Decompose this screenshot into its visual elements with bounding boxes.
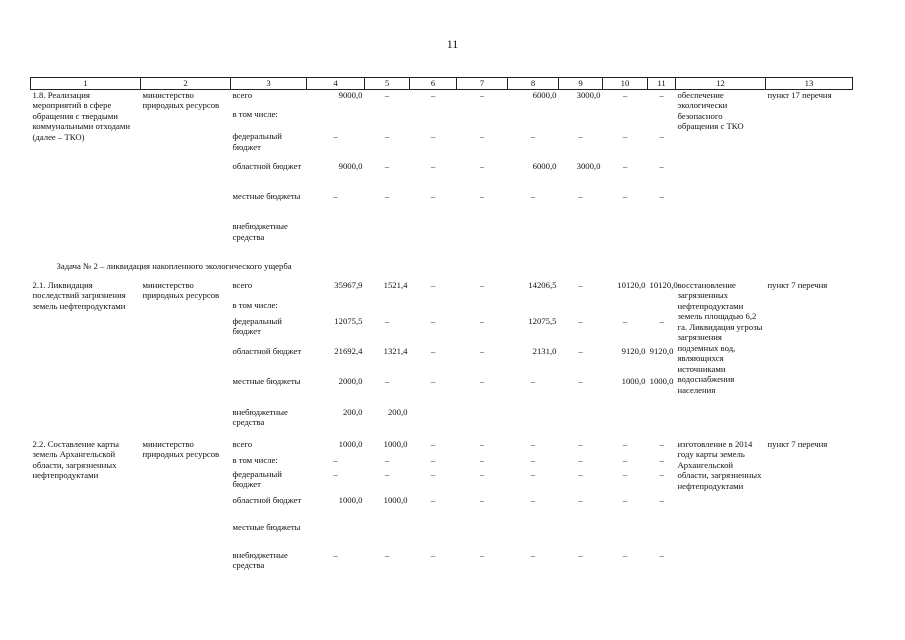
funding-value: 1000,0 <box>383 438 408 449</box>
funding-value: 9000,0 <box>338 89 363 100</box>
funding-value: – <box>384 454 390 465</box>
funding-value <box>410 221 457 253</box>
funding-value <box>648 407 676 439</box>
funding-value: 2131,0 <box>532 345 557 356</box>
measure-name: 2.2. Составление карты земель Архангельской области, загрязненных нефтепродуктами <box>32 438 119 480</box>
column-header: 1 <box>31 78 141 90</box>
funding-value: – <box>479 549 485 560</box>
task-2-heading: Задача № 2 – ликвидация накопленного экологического ущерба <box>56 261 292 271</box>
funding-value: – <box>578 438 583 449</box>
funding-value: – <box>530 454 536 465</box>
expected-result: изготовление в 2014 году карты земель Архангельской области, загрязненных нефтепродуктами <box>677 438 762 491</box>
funding-value <box>365 221 410 253</box>
funding-value: – <box>530 549 536 560</box>
funding-value: 12075,5 <box>334 315 363 326</box>
funding-value: 1000,0 <box>649 375 674 386</box>
funding-value <box>603 221 648 253</box>
funding-value: – <box>578 494 583 505</box>
funding-value: – <box>530 191 536 201</box>
funding-value: 200,0 <box>342 406 363 417</box>
funding-source: внебюджетные средства <box>232 549 288 570</box>
funding-source: всего <box>232 279 253 290</box>
funding-value: – <box>659 549 664 560</box>
funding-value: – <box>530 131 536 141</box>
funding-value: 14206,5 <box>528 279 557 290</box>
funding-source: областной бюджет <box>232 345 302 356</box>
funding-value <box>457 300 508 316</box>
funding-value <box>410 522 457 550</box>
funding-source: федеральный бюджет <box>232 131 282 152</box>
funding-value: – <box>384 161 390 171</box>
funding-value: – <box>479 375 485 386</box>
funding-value: – <box>530 375 536 386</box>
funding-value <box>508 300 559 316</box>
funding-row <box>31 280 853 300</box>
funding-value <box>559 221 603 253</box>
funding-value: 1000,0 <box>338 438 363 449</box>
executor-name: министерство природных ресурсов <box>142 438 220 459</box>
funding-value: – <box>479 468 485 479</box>
funding-value: 1000,0 <box>338 494 363 505</box>
funding-value: – <box>333 191 338 201</box>
funding-value: – <box>622 161 628 171</box>
funding-value: – <box>430 315 436 326</box>
funding-value: – <box>479 438 485 449</box>
funding-value <box>603 300 648 316</box>
funding-value: – <box>578 468 583 479</box>
column-header: 7 <box>457 78 508 90</box>
funding-value: – <box>479 345 485 356</box>
funding-value <box>457 109 508 131</box>
funding-value: – <box>479 494 485 505</box>
funding-value <box>559 522 603 550</box>
funding-value <box>648 522 676 550</box>
funding-value <box>603 407 648 439</box>
funding-value: – <box>430 345 436 356</box>
funding-value: – <box>430 131 436 141</box>
funding-value: – <box>384 191 390 201</box>
funding-value <box>508 407 559 439</box>
funding-value: – <box>430 89 436 100</box>
funding-value: – <box>622 438 628 449</box>
measure-section-2-1 <box>31 280 853 439</box>
funding-value: – <box>430 454 436 465</box>
funding-value: – <box>659 161 664 171</box>
funding-value <box>648 300 676 316</box>
funding-value: 2000,0 <box>338 375 363 386</box>
funding-value <box>307 109 365 131</box>
column-number-row <box>31 78 853 90</box>
column-header: 13 <box>766 78 853 90</box>
funding-value <box>307 300 365 316</box>
funding-value: – <box>333 454 338 465</box>
page-number: 11 <box>446 37 459 51</box>
funding-value: 9000,0 <box>338 161 363 171</box>
funding-value: – <box>479 315 485 326</box>
funding-value: – <box>430 468 436 479</box>
funding-value: – <box>578 454 583 465</box>
executor-name: министерство природных ресурсов <box>142 89 220 110</box>
funding-source: местные бюджеты <box>232 375 301 386</box>
funding-value <box>648 221 676 253</box>
column-header: 4 <box>307 78 365 90</box>
funding-value: – <box>578 131 583 141</box>
column-header: 10 <box>603 78 648 90</box>
funding-source: федеральный бюджет <box>232 468 282 489</box>
funding-value: 9120,0 <box>649 345 674 356</box>
funding-value: – <box>622 191 628 201</box>
funding-value: 6000,0 <box>532 161 557 171</box>
funding-value <box>603 522 648 550</box>
funding-row <box>31 439 853 455</box>
funding-value: – <box>622 315 628 326</box>
funding-source: местные бюджеты <box>232 191 301 201</box>
funding-value: – <box>578 375 583 386</box>
funding-value: – <box>659 131 664 141</box>
funding-value <box>508 522 559 550</box>
funding-value: – <box>530 494 536 505</box>
funding-value <box>307 522 365 550</box>
funding-value <box>508 221 559 253</box>
funding-value: – <box>430 549 436 560</box>
column-header: 3 <box>231 78 307 90</box>
funding-value: 10120,0 <box>617 279 646 290</box>
funding-value: 1000,0 <box>383 494 408 505</box>
funding-value: – <box>430 375 436 386</box>
funding-value <box>559 407 603 439</box>
funding-value: – <box>530 468 536 479</box>
funding-value: – <box>530 438 536 449</box>
funding-value: – <box>430 191 436 201</box>
funding-value <box>410 407 457 439</box>
column-header: 9 <box>559 78 603 90</box>
funding-source: областной бюджет <box>232 161 302 171</box>
reference: пункт 7 перечня <box>767 438 828 449</box>
funding-source: в том числе: <box>232 109 278 119</box>
funding-value: 35967,9 <box>334 279 363 290</box>
funding-value: – <box>384 89 390 100</box>
reference: пункт 7 перечня <box>767 279 828 290</box>
funding-value: – <box>578 191 583 201</box>
funding-source: местные бюджеты <box>232 521 301 532</box>
funding-value: – <box>430 438 436 449</box>
funding-value: 12075,5 <box>528 315 557 326</box>
funding-value: – <box>622 494 628 505</box>
funding-value: 6000,0 <box>532 89 557 100</box>
funding-value: – <box>578 549 583 560</box>
funding-value: – <box>622 454 628 465</box>
funding-source: в том числе: <box>232 299 278 310</box>
funding-value <box>457 221 508 253</box>
measure-name: 2.1. Ликвидация последствий загрязнения земель нефтепродуктами <box>32 279 126 311</box>
funding-value: – <box>333 468 338 479</box>
column-header: 6 <box>410 78 457 90</box>
funding-value <box>559 109 603 131</box>
funding-value: – <box>622 89 628 100</box>
funding-row <box>31 89 853 109</box>
funding-source: внебюджетные средства <box>232 406 288 427</box>
funding-value: – <box>622 468 628 479</box>
funding-value: – <box>659 468 664 479</box>
funding-value <box>410 300 457 316</box>
funding-value: – <box>479 191 485 201</box>
funding-value: 1521,4 <box>383 279 408 290</box>
column-header: 8 <box>508 78 559 90</box>
funding-value <box>559 300 603 316</box>
funding-value: – <box>578 315 583 326</box>
funding-value <box>307 221 365 253</box>
funding-value <box>508 109 559 131</box>
funding-value: – <box>659 315 664 326</box>
funding-value: – <box>384 315 390 326</box>
funding-source: внебюджетные средства <box>232 221 288 242</box>
column-header: 11 <box>648 78 676 90</box>
financing-table <box>30 77 853 580</box>
measure-section-1-8 <box>31 89 853 253</box>
funding-value: – <box>622 131 628 141</box>
executor-name: министерство природных ресурсов <box>142 279 220 300</box>
funding-value: – <box>479 454 485 465</box>
funding-value: – <box>578 279 583 290</box>
funding-value: – <box>384 131 390 141</box>
measure-section-2-2 <box>31 439 853 580</box>
funding-value: – <box>659 494 664 505</box>
funding-value: – <box>479 279 485 290</box>
task-row <box>31 253 853 280</box>
funding-value: 3000,0 <box>576 89 601 100</box>
funding-value: – <box>479 161 485 171</box>
funding-value: – <box>479 89 485 100</box>
funding-value: 1000,0 <box>621 375 646 386</box>
funding-value: – <box>384 549 390 560</box>
funding-value: – <box>333 131 338 141</box>
funding-value <box>457 407 508 439</box>
expected-result: восстановление загрязненных нефтепродуктами земель площадью 6,2 га. Ликвидация угрозы загрязнения подземных вод, являющихся источниками водоснабжения населения <box>677 279 763 395</box>
funding-value: – <box>430 494 436 505</box>
funding-value: – <box>333 549 338 560</box>
funding-value: – <box>479 131 485 141</box>
measure-name: 1.8. Реализация мероприятий в сфере обращения с твердыми коммунальными отходами (далее – ТКО) <box>32 89 131 142</box>
funding-value <box>648 109 676 131</box>
column-header: 5 <box>365 78 410 90</box>
funding-value: – <box>384 375 390 386</box>
funding-source: областной бюджет <box>232 494 302 505</box>
funding-value: 3000,0 <box>576 161 601 171</box>
funding-value <box>365 109 410 131</box>
funding-value: – <box>578 345 583 356</box>
funding-value <box>457 522 508 550</box>
funding-value: 1321,4 <box>383 345 408 356</box>
funding-value: – <box>659 89 664 100</box>
funding-value: – <box>659 438 664 449</box>
funding-value: – <box>430 279 436 290</box>
funding-source: всего <box>232 438 253 449</box>
funding-value: – <box>430 161 436 171</box>
column-header: 2 <box>141 78 231 90</box>
funding-source: всего <box>232 89 253 100</box>
column-header: 12 <box>676 78 766 90</box>
reference: пункт 17 перечня <box>767 89 832 100</box>
funding-value: – <box>659 454 664 465</box>
funding-value <box>603 109 648 131</box>
funding-value: – <box>622 549 628 560</box>
funding-value: 9120,0 <box>621 345 646 356</box>
funding-value: 10120,0 <box>649 279 678 290</box>
expected-result: обеспечение экологически безопасного обращения с ТКО <box>677 89 744 131</box>
funding-value <box>365 522 410 550</box>
funding-value: – <box>659 191 664 201</box>
funding-value: 21692,4 <box>334 345 363 356</box>
funding-value <box>410 109 457 131</box>
funding-value: – <box>384 468 390 479</box>
funding-value: 200,0 <box>387 406 408 417</box>
funding-source: в том числе: <box>232 454 278 465</box>
funding-source: федеральный бюджет <box>232 315 282 336</box>
funding-value <box>365 300 410 316</box>
